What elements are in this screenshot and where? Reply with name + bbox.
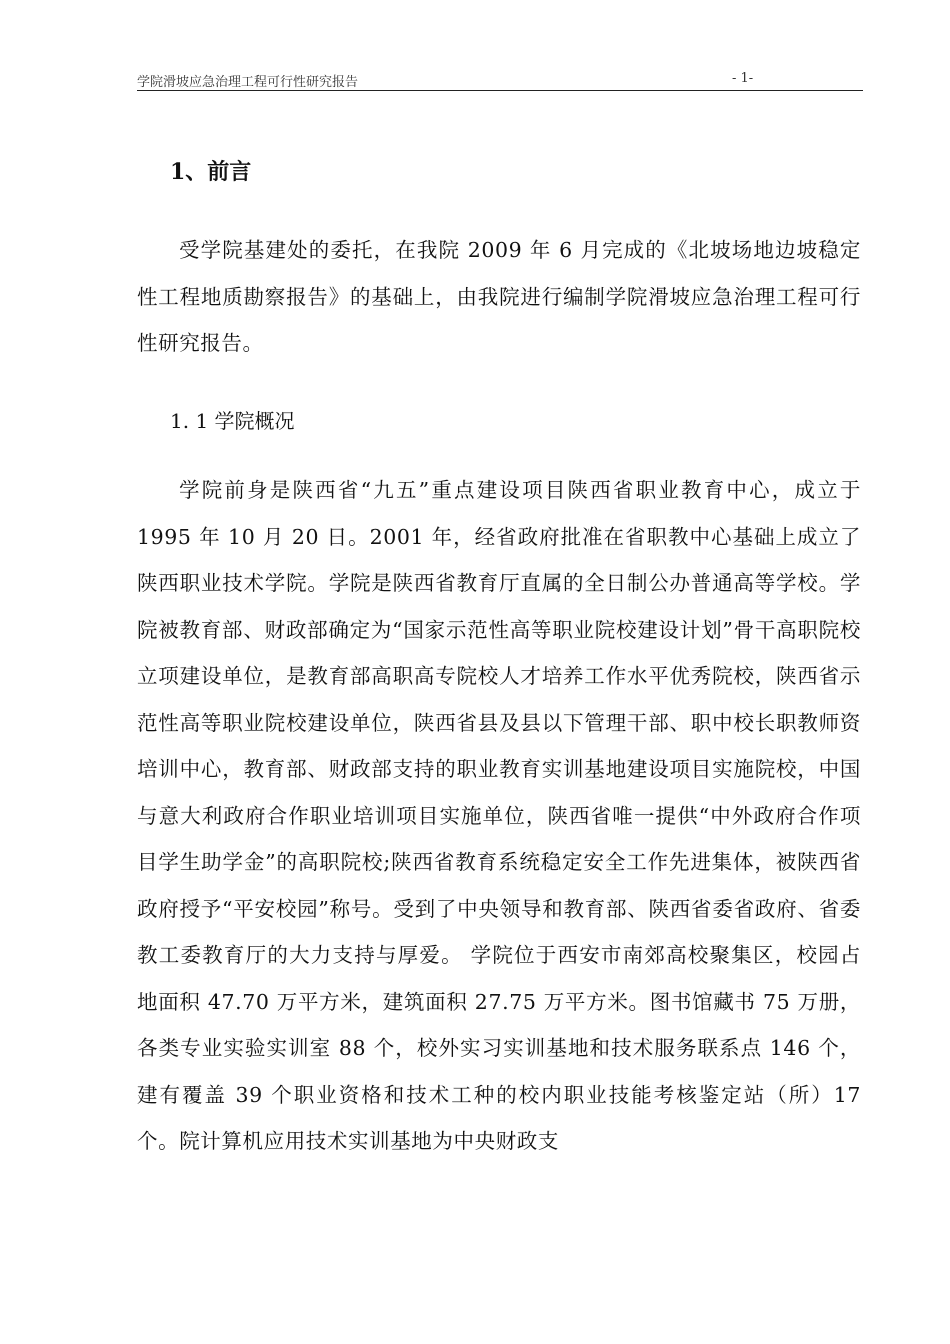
page-header <box>137 68 863 91</box>
subsection-heading: 1. 1 学院概况 <box>170 409 295 433</box>
intro-paragraph: 受学院基建处的委托，在我院 2009 年 6 月完成的《北坡场地边坡稳定性工程地质勘察报告》的基础上，由我院进行编制学院滑坡应急治理工程可行性研究报告。 <box>137 238 861 355</box>
header-title: 学院滑坡应急治理工程可行性研究报告 <box>137 75 359 90</box>
page-number: - 1- <box>732 71 754 86</box>
overview-paragraph: 学院前身是陕西省“九五”重点建设项目陕西省职业教育中心，成立于 1995 年 10 月 20 日。2001 年，经省政府批准在省职教中心基础上成立了陕西职业技术学院。学院是陕西省教育厅直属的全日制公办普通高等学校。学院被教育部、财政部确定为“国家示范性高等职业院校建设计划”骨干高职院校立项建设单位，是教育部高职高专院校人才培养工作水平优秀院校，陕西省示范性高等职业院校建设单位，陕西省县及县以下管理干部、职中校长职教师资培训中心，教育部、财政部支持的职业教育实训基地建设项目实施院校，中国与意大利政府合作职业培训项目实施单位，陕西省唯一提供“中外政府合作项目学生助学金”的高职院校;陕西省教育系统稳定安全工作先进集体，被陕西省政府授予“平安校园”称号。受到了中央领导和教育部、陕西省委省政府、省委教工委教育厅的大力支持与厚爱。 学院位于西安市南郊高校聚集区，校园占地面积 47.70 万平方米，建筑面积 27.75 万平方米。图书馆藏书 75 万册，各类专业实验实训室 88 个，校外实习实训基地和技术服务联系点 146 个，建有覆盖 39 个职业资格和技术工种的校内职业技能考核鉴定站（所）17 个。院计算机应用技术实训基地为中央财政支 <box>137 478 861 1153</box>
section-heading: 1、前言 <box>170 159 252 185</box>
